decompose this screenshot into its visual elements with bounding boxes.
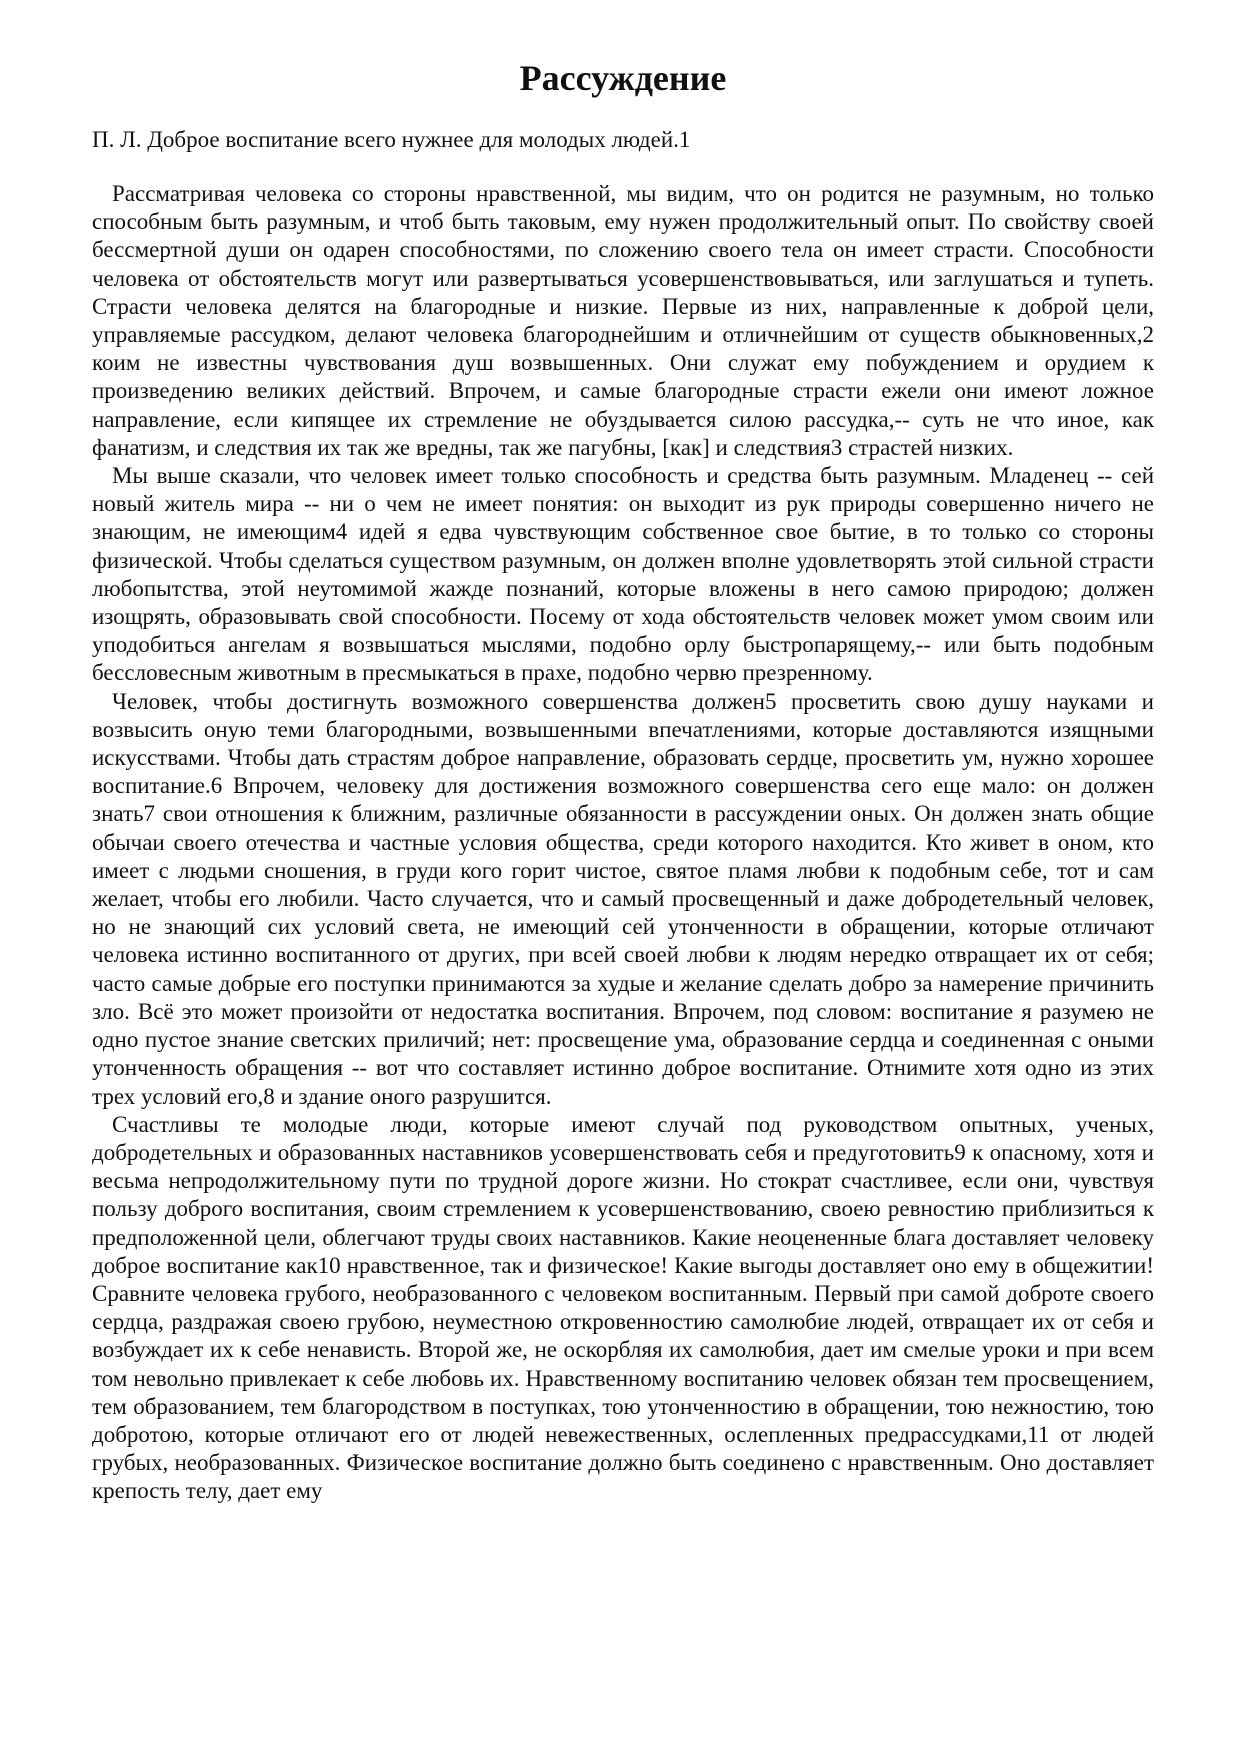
paragraph-1: Рассматривая человека со стороны нравственной, мы видим, что он родится не разумным, но только способным быть разумным, и чтоб быть таковым, ему нужен продолжительный опыт. По свойству своей бессмертной души он одарен способностями, по сложению своего тела он имеет страсти. Способности человека от обстоятельств могут или развертываться усовершенствовываться, или заглушаться и тупеть. Страсти человека делятся на благородные и низкие. Первые из них, направленные к доброй цели, управляемые рассудком, делают человека благороднейшим и отличнейшим от существ обыкновенных,2 коим не известны чувствования душ возвышенных. Они служат ему побуждением и орудием к произведению великих действий. Впрочем, и самые благородные страсти ежели они имеют ложное направление, если кипящее их стремление не обуздывается силою рассудка,-- суть не что иное, как фанатизм, и следствия их так же вредны, так же пагубны, [как] и следствия3 страстей низких. <box>92 181 1154 460</box>
document-page <box>92 56 1154 1506</box>
paragraph-4: Счастливы те молодые люди, которые имеют случай под руководством опытных, ученых, добродетельных и образованных наставников усовершенствовать себя и предуготовить9 к опасному, хотя и весьма непродолжительному пути по трудной дороге жизни. Но стократ счастливее, если они, чувствуя пользу доброго воспитания, своим стремлением к усовершенствованию, своею ревностию приблизиться к предположенной цели, облегчают труды своих наставников. Какие неоцененные блага доставляет человеку доброе воспитание как10 нравственное, так и физическое! Какие выгоды доставляет оно ему в общежитии! Сравните человека грубого, необразованного с человеком воспитанным. Первый при самой доброте своего сердца, раздражая своею грубою, неуместною откровенностию самолюбие людей, отвращает их от себя и возбуждает их к себе ненависть. Второй же, не оскорбляя их самолюбия, дает им смелые уроки и при всем том невольно привлекает к себе любовь их. Нравственному воспитанию человек обязан тем просвещением, тем образованием, тем благородством в поступках, тою утонченностию в обращении, тою нежностию, тою добротою, которые отличают его от людей невежественных, ослепленных предрассудками,11 от людей грубых, необразованных. Физическое воспитание должно быть соединено с нравственным. Оно доставляет крепость телу, дает ему <box>92 1111 1154 1504</box>
paragraph-3: Человек, чтобы достигнуть возможного совершенства должен5 просветить свою душу науками и возвысить оную теми благородными, возвышенными впечатлениями, которые доставляются изящными искусствами. Чтобы дать страстям доброе направление, образовать сердце, просветить ум, нужно хорошее воспитание.6 Впрочем, человеку для достижения возможного совершенства сего еще мало: он должен знать7 свои отношения к ближним, различные обязанности в рассуждении оных. Он должен знать общие обычаи своего отечества и частные условия общества, среди которого находится. Кто живет в оном, кто имеет с людьми сношения, в груди кого горит чистое, святое пламя любви к подобным себе, тот и сам желает, чтобы его любили. Часто случается, что и самый просвещенный и даже добродетельный человек, но не знающий сих условий света, не имеющий сей утонченности в обращении, которые отличают человека истинно воспитанного от других, при всей своей любви к людям нередко отвращает их от себя; часто самые добрые его поступки принимаются за худые и желание сделать добро за намерение причинить зло. Всё это может произойти от недостатка воспитания. Впрочем, под словом: воспитание я разумею не одно пустое знание светских приличий; нет: просвещение ума, образование сердца и соединенная с оными утонченность обращения -- вот что составляет истинно доброе воспитание. Отнимите хотя одно из этих трех условий его,8 и здание оного разрушится. <box>92 688 1154 1109</box>
document-subtitle: П. Л. Доброе воспитание всего нужнее для молодых людей.1 <box>92 127 691 152</box>
paragraph-2: Мы выше сказали, что человек имеет только способность и средства быть разумным. Младенец -- сей новый житель мира -- ни о чем не имеет понятия: он выходит из рук природы совершенно ничего не знающим, не имеющим4 идей я едва чувствующим собственное свое бытие, в то только со стороны физической. Чтобы сделаться существом разумным, он должен вполне удовлетворять этой сильной страсти любопытства, этой неутомимой жажде познаний, которые вложены в него самою природою; должен изощрять, образовывать свой способности. Посему от хода обстоятельств человек может умом своим или уподобиться ангелам я возвышаться мыслями, подобно орлу быстропарящему,-- или быть подобным бессловесным животным в пресмыкаться в прахе, подобно червю презренному. <box>92 463 1154 686</box>
document-title: Рассуждение <box>519 58 727 98</box>
